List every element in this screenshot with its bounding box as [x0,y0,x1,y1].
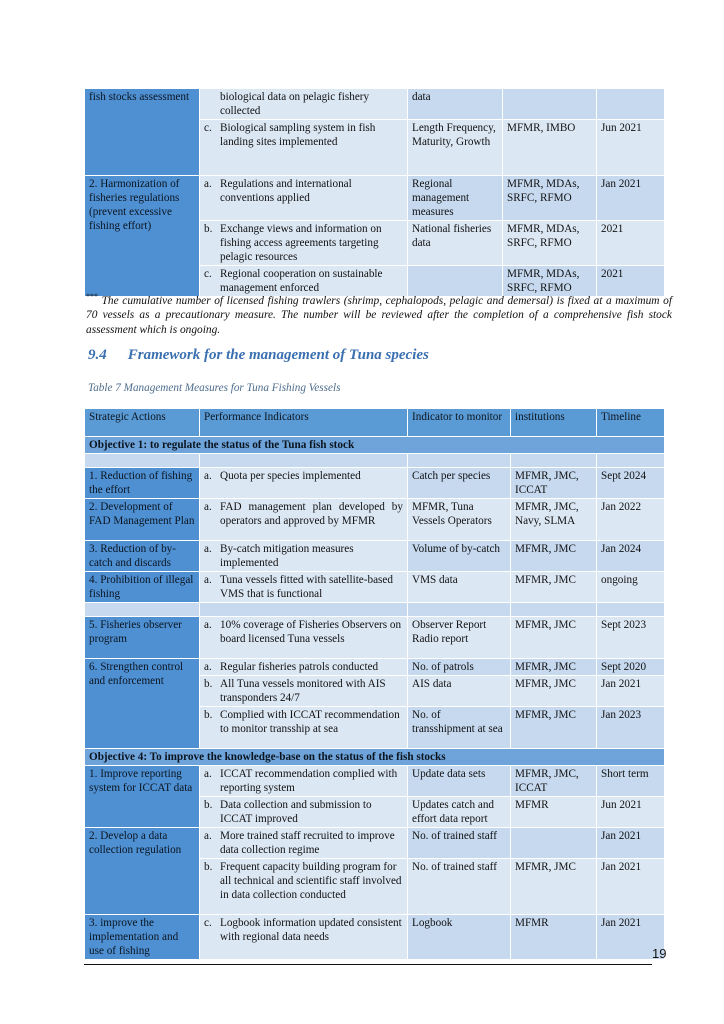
table-row [85,659,665,676]
objective-row [85,749,665,766]
performance-indicator-cell: a. ICCAT recommendation complied with reporting system [200,766,408,797]
indicator-to-monitor-cell: data [408,89,503,120]
header-institutions: institutions [511,409,597,437]
table-row [85,915,665,960]
timeline-cell: Jan 2024 [597,541,665,572]
performance-indicator-cell: a. By-catch mitigation measures implemented [200,541,408,572]
timeline-cell: Sept 2020 [597,659,665,676]
institutions-cell [511,828,597,859]
tuna-measures-table [84,408,665,960]
indicator-to-monitor-cell: Updates catch and effort data report [408,797,511,828]
timeline-cell: Jan 2021 [597,828,665,859]
table-caption: Table 7 Management Measures for Tuna Fishing Vessels [88,382,341,394]
indicator-to-monitor-cell: No. of transshipment at sea [408,707,511,749]
performance-indicator-cell: a. Regular fisheries patrols conducted [200,659,408,676]
table-row [85,541,665,572]
institutions-cell: MFMR, JMC [511,707,597,749]
institutions-cell: MFMR, JMC [511,572,597,603]
strategic-action-cell: 3. improve the implementation and use of fishing [85,915,200,960]
indicator-to-monitor-cell: National fisheries data [408,221,503,266]
institutions-cell: MFMR, MDAs, SRFC, RFMO [503,221,597,266]
indicator-to-monitor-cell: No. of trained staff [408,828,511,859]
institutions-cell: MFMR, JMC, ICCAT [511,766,597,797]
section-heading [88,347,429,364]
performance-indicator-cell: a. FAD management plan developed by operators and approved by MFMR [200,499,408,541]
strategic-action-cell: 2. Develop a data collection regulation [85,828,200,915]
header-performance-indicators: Performance Indicators [200,409,408,437]
section-number: 9.4 [88,347,107,363]
objective-1-label: Objective 1: to regulate the status of the Tuna fish stock [85,437,665,454]
table-row [85,572,665,603]
timeline-cell: Jan 2021 [597,176,665,221]
indicator-to-monitor-cell: AIS data [408,676,511,707]
performance-indicator-cell: c. Regional cooperation on sustainable management enforced [200,266,408,297]
timeline-cell: Jan 2021 [597,676,665,707]
timeline-cell: Jan 2021 [597,859,665,915]
performance-indicator-cell: a. More trained staff recruited to improve data collection regime [200,828,408,859]
timeline-cell: Jan 2023 [597,707,665,749]
performance-indicator-cell: c. Biological sampling system in fish landing sites implemented [200,120,408,176]
indicator-to-monitor-cell: Volume of by-catch [408,541,511,572]
table-row [85,89,665,120]
performance-indicator-cell: b. Data collection and submission to ICCAT improved [200,797,408,828]
indicator-to-monitor-cell: Length Frequency, Maturity, Growth [408,120,503,176]
strategic-action-cell: 1. Improve reporting system for ICCAT data [85,766,200,828]
table-row [85,766,665,797]
indicator-to-monitor-cell: Regional management measures [408,176,503,221]
strategic-action-cell: 5. Fisheries observer program [85,617,200,659]
timeline-cell: ongoing [597,572,665,603]
performance-indicator-cell: a. Quota per species implemented [200,468,408,499]
performance-indicator-cell: b. Complied with ICCAT recommendation to monitor transship at sea [200,707,408,749]
spacer-row [85,454,665,468]
footnote-marker: *** [86,292,98,301]
institutions-cell: MFMR, JMC [511,859,597,915]
timeline-cell: 2021 [597,266,665,297]
header-timeline: Timeline [597,409,665,437]
institutions-cell: MFMR, JMC [511,659,597,676]
institutions-cell: MFMR, JMC [511,676,597,707]
objective-row [85,437,665,454]
timeline-cell: 2021 [597,221,665,266]
footer-rule [84,964,652,965]
spacer-row [85,603,665,617]
page-number: 19 [652,946,667,961]
timeline-cell: Jun 2021 [597,797,665,828]
institutions-cell: MFMR [511,915,597,960]
institutions-cell: MFMR, MDAs, SRFC, RFMO [503,266,597,297]
indicator-to-monitor-cell: Observer Report Radio report [408,617,511,659]
timeline-cell: Jan 2021 [597,915,665,960]
timeline-cell: Sept 2024 [597,468,665,499]
institutions-cell: MFMR, JMC, ICCAT [511,468,597,499]
institutions-cell: MFMR, IMBO [503,120,597,176]
footnote-text: The cumulative number of licensed fishing trawlers (shrimp, cephalopods, pelagic and demersal) is fixed at a maximum of 70 vessels as a precautionary measure. The number will be reviewed after the completion of a comprehensive fish stock assessment which is ongoing. [86,294,672,336]
performance-indicator-cell: b. Frequent capacity building program for all technical and scientific staff involved in data collection conducted [200,859,408,915]
strategic-action-cell: 3. Reduction of by-catch and discards [85,541,200,572]
performance-indicator-cell: a. 10% coverage of Fisheries Observers on board licensed Tuna vessels [200,617,408,659]
performance-indicator-cell: a. Tuna vessels fitted with satellite-based VMS that is functional [200,572,408,603]
table-row [85,468,665,499]
objective-4-label: Objective 4: To improve the knowledge-base on the status of the fish stocks [85,749,665,766]
table-header-row [85,409,665,437]
indicator-to-monitor-cell: VMS data [408,572,511,603]
timeline-cell: Jun 2021 [597,120,665,176]
performance-indicator-cell: b. All Tuna vessels monitored with AIS transponders 24/7 [200,676,408,707]
timeline-cell: Jan 2022 [597,499,665,541]
performance-indicator-cell: c. Logbook information updated consistent with regional data needs [200,915,408,960]
institutions-cell: MFMR, MDAs, SRFC, RFMO [503,176,597,221]
institutions-cell: MFMR, JMC [511,617,597,659]
indicator-to-monitor-cell: Logbook [408,915,511,960]
strategic-action-cell: 1. Reduction of fishing the effort [85,468,200,499]
table-row [85,828,665,859]
institutions-cell: MFMR, JMC, Navy, SLMA [511,499,597,541]
performance-indicator-cell: b. Exchange views and information on fishing access agreements targeting pelagic resources [200,221,408,266]
indicator-to-monitor-cell: Update data sets [408,766,511,797]
indicator-to-monitor-cell: MFMR, Tuna Vessels Operators [408,499,511,541]
indicator-to-monitor-cell: No. of trained staff [408,859,511,915]
footnote [86,290,672,337]
timeline-cell: Short term [597,766,665,797]
institutions-cell: MFMR [511,797,597,828]
table-row [85,499,665,541]
strategic-action-cell: 4. Prohibition of illegal fishing [85,572,200,603]
indicator-to-monitor-cell: Catch per species [408,468,511,499]
institutions-cell: MFMR, JMC [511,541,597,572]
strategic-action-cell: 2. Development of FAD Management Plan [85,499,200,541]
institutions-cell [503,89,597,120]
table-row [85,176,665,221]
strategic-action-cell: 2. Harmonization of fisheries regulations (prevent excessive fishing effort) [85,176,200,297]
header-indicator-to-monitor: Indicator to monitor [408,409,511,437]
strategic-action-cell: fish stocks assessment [85,89,200,176]
performance-indicator-cell: biological data on pelagic fishery collected [200,89,408,120]
section-title: Framework for the management of Tuna species [127,347,429,363]
strategic-action-cell: 6. Strengthen control and enforcement [85,659,200,749]
pelagic-measures-table-continued [84,88,665,297]
timeline-cell: Sept 2023 [597,617,665,659]
table-row [85,617,665,659]
timeline-cell [597,89,665,120]
performance-indicator-cell: a. Regulations and international conventions applied [200,176,408,221]
indicator-to-monitor-cell: No. of patrols [408,659,511,676]
header-strategic-actions: Strategic Actions [85,409,200,437]
